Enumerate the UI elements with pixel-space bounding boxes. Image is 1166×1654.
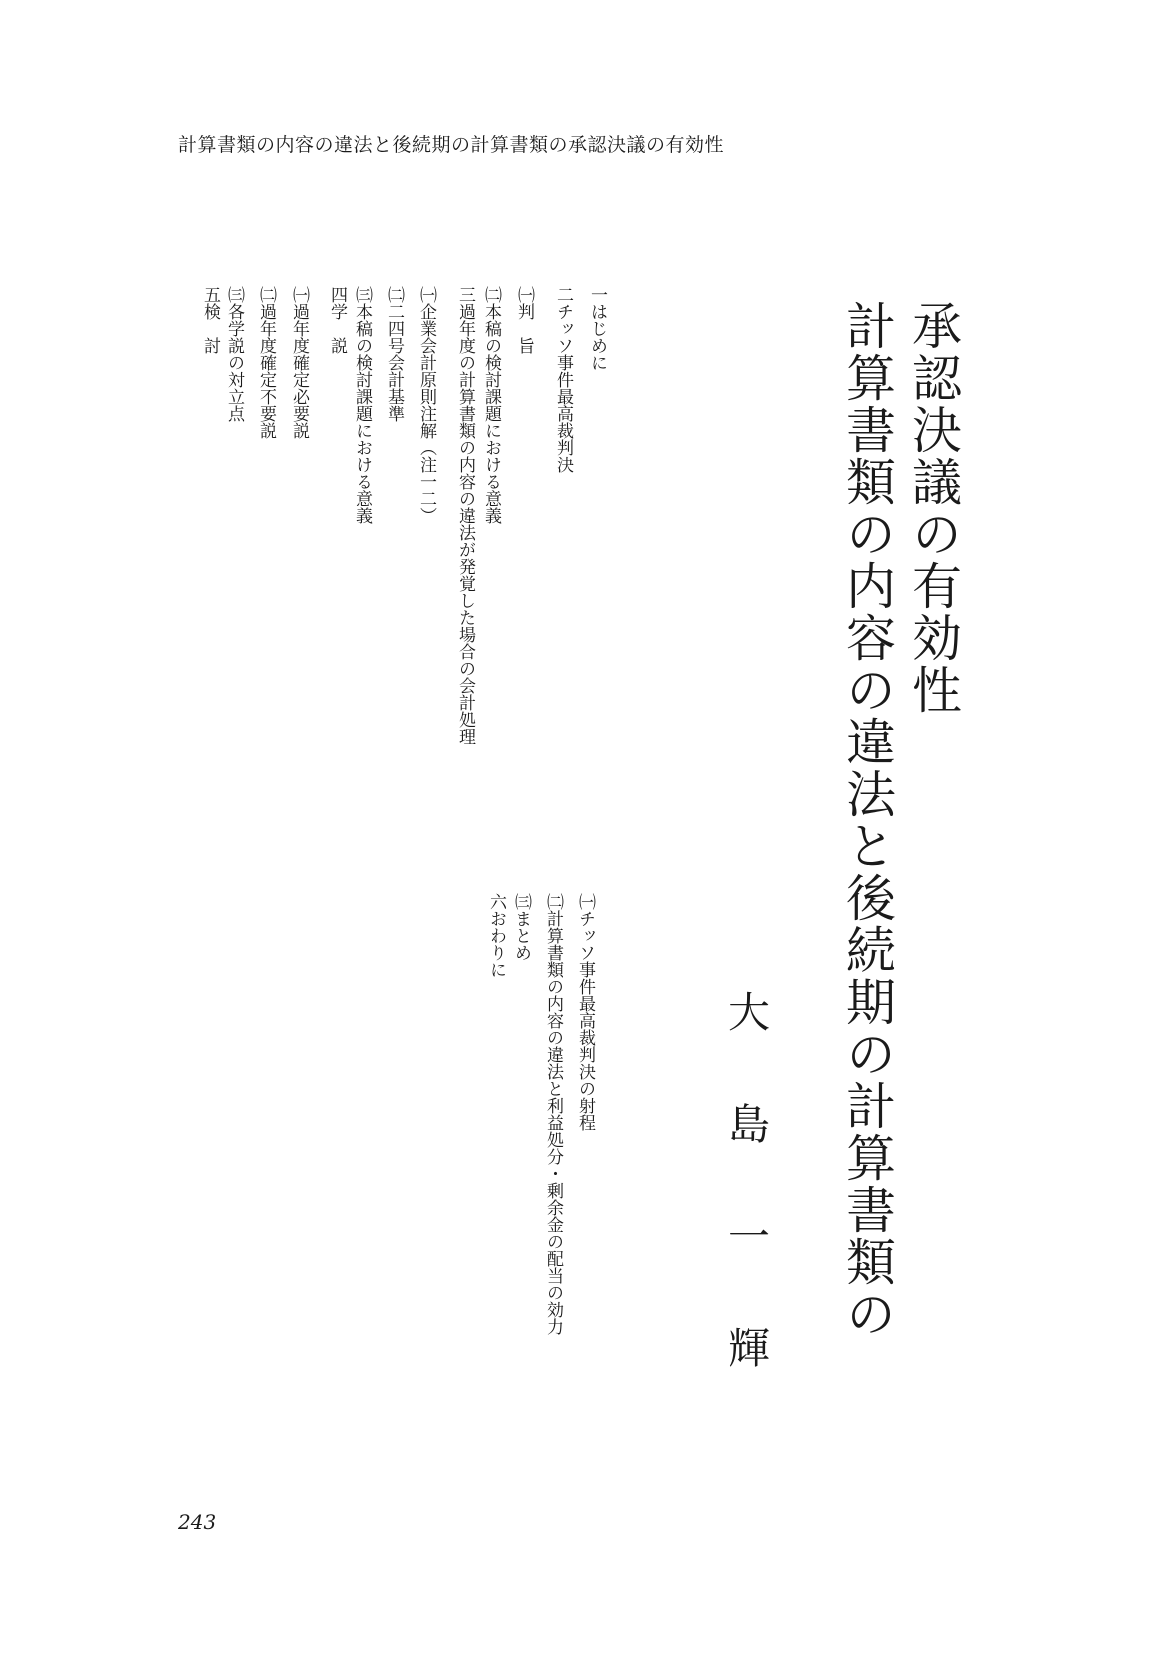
toc-item-text: 本稿の検討課題における意義 bbox=[481, 303, 501, 524]
toc-item-text: 判 旨 bbox=[514, 303, 534, 354]
toc-item-number: ㈡ bbox=[543, 893, 563, 910]
toc-item-number: ㈠ bbox=[416, 286, 436, 303]
toc-item-number: 六 bbox=[486, 893, 506, 910]
running-header: 計算書類の内容の違法と後続期の計算書類の承認決議の有効性 bbox=[178, 134, 725, 156]
toc-item-text: 過年度確定不要説 bbox=[256, 303, 276, 439]
author-name: 大島一輝 bbox=[722, 990, 771, 1438]
title-line-2: 承認決議の有効性 bbox=[904, 300, 962, 716]
toc-item-text: おわりに bbox=[486, 910, 506, 978]
toc-item bbox=[186, 286, 220, 354]
toc-item-text: 各学説の対立点 bbox=[224, 303, 244, 422]
toc-item-number: 三 bbox=[455, 286, 475, 303]
toc-item bbox=[473, 286, 501, 524]
toc-item bbox=[506, 286, 534, 354]
toc-item bbox=[503, 893, 531, 961]
toc-item-number: 二 bbox=[553, 286, 573, 303]
toc-item bbox=[248, 286, 276, 439]
toc-item bbox=[376, 286, 404, 422]
toc-item bbox=[281, 286, 309, 439]
toc-item-number: 四 bbox=[327, 286, 347, 303]
toc-item bbox=[441, 286, 475, 745]
toc-item-number: ㈠ bbox=[575, 893, 595, 910]
toc-item-text: まとめ bbox=[511, 910, 531, 961]
toc-item-number: ㈡ bbox=[481, 286, 501, 303]
toc-item bbox=[472, 893, 506, 978]
toc-item bbox=[408, 286, 436, 524]
page-number: 243 bbox=[178, 1510, 217, 1534]
toc-item-text: チッソ事件最高裁判決 bbox=[553, 303, 573, 473]
toc-item-number: ㈢ bbox=[511, 893, 531, 910]
toc-item-number: ㈡ bbox=[256, 286, 276, 303]
toc-item bbox=[344, 286, 372, 524]
toc-item-text: 学 説 bbox=[327, 303, 347, 354]
toc-item-text: 計算書類の内容の違法と利益処分・剰余金の配当の効力 bbox=[543, 910, 563, 1335]
toc-item-text: 検 討 bbox=[200, 303, 220, 354]
toc-item-text: 企業会計原則注解（注一二） bbox=[416, 303, 436, 524]
toc-item-number: ㈠ bbox=[514, 286, 534, 303]
toc-item-number: ㈢ bbox=[352, 286, 372, 303]
toc-item-number: ㈢ bbox=[224, 286, 244, 303]
toc-item-text: チッソ事件最高裁判決の射程 bbox=[575, 910, 595, 1131]
toc-item bbox=[216, 286, 244, 422]
toc-item-text: 過年度確定必要説 bbox=[289, 303, 309, 439]
toc-item-number: 一 bbox=[587, 286, 607, 303]
toc-item-text: 本稿の検討課題における意義 bbox=[352, 303, 372, 524]
toc-item bbox=[567, 893, 595, 1131]
toc-item-number: 五 bbox=[200, 286, 220, 303]
title-line-1: 計算書類の内容の違法と後続期の計算書類の bbox=[838, 300, 896, 1340]
toc-item bbox=[535, 893, 563, 1335]
article-title bbox=[834, 300, 966, 1340]
toc-item bbox=[539, 286, 573, 473]
toc-item bbox=[573, 286, 607, 371]
toc-item-number: ㈡ bbox=[384, 286, 404, 303]
toc-item-text: 過年度の計算書類の内容の違法が発覚した場合の会計処理 bbox=[455, 303, 475, 745]
toc-item bbox=[313, 286, 347, 354]
toc-item-number: ㈠ bbox=[289, 286, 309, 303]
toc-item-text: 二四号会計基準 bbox=[384, 303, 404, 422]
toc-item-text: はじめに bbox=[587, 303, 607, 371]
